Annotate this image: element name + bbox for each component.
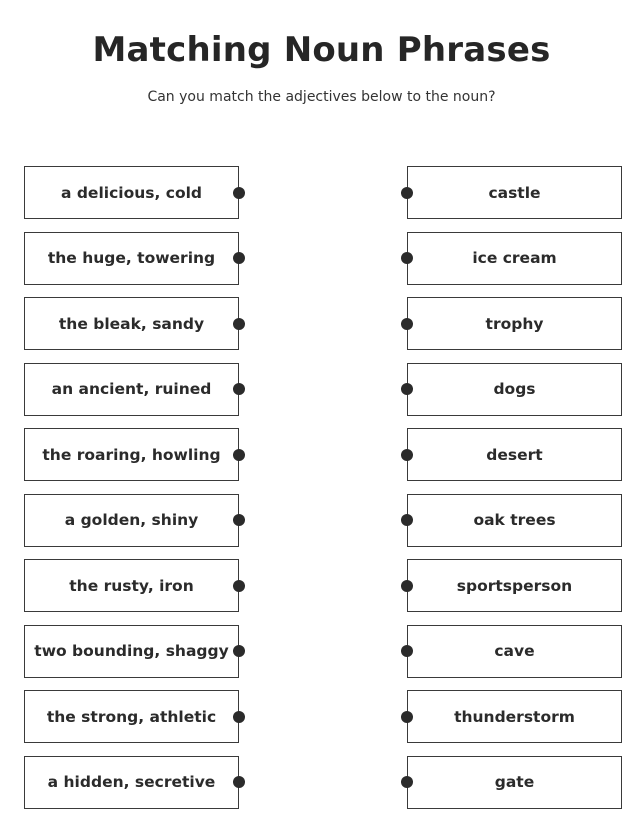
adjective-card: [24, 625, 239, 678]
noun-card: [407, 428, 622, 481]
noun-label: gate: [494, 773, 535, 791]
noun-card: [407, 232, 622, 285]
noun-label: oak trees: [473, 511, 556, 529]
noun-card: [407, 559, 622, 612]
adjective-label: the rusty, iron: [69, 576, 194, 595]
adjective-card: [24, 166, 239, 219]
page-title: Matching Noun Phrases: [92, 30, 551, 70]
noun-card: [407, 166, 622, 219]
adjective-card: [24, 559, 239, 612]
adjective-label: a hidden, secretive: [47, 773, 216, 791]
noun-label: thunderstorm: [454, 707, 575, 726]
adjective-label: a delicious, cold: [60, 183, 203, 202]
adjective-column: [24, 166, 239, 821]
adjective-card: [24, 428, 239, 481]
noun-label: castle: [488, 183, 541, 202]
connector-dot-icon[interactable]: [233, 580, 245, 592]
connector-dot-icon[interactable]: [233, 187, 245, 199]
noun-card: [407, 363, 622, 416]
adjective-label: two bounding, shaggy: [34, 642, 229, 660]
noun-column: [407, 166, 622, 821]
connector-dot-icon[interactable]: [401, 383, 413, 395]
adjective-card: [24, 756, 239, 809]
adjective-card: [24, 494, 239, 547]
adjective-card: [24, 297, 239, 350]
connector-dot-icon[interactable]: [233, 318, 245, 330]
adjective-label: an ancient, ruined: [51, 380, 212, 398]
adjective-label: the huge, towering: [47, 249, 216, 267]
adjective-label: a golden, shiny: [64, 511, 199, 529]
noun-card: [407, 494, 622, 547]
connector-dot-icon[interactable]: [401, 449, 413, 461]
connector-dot-icon[interactable]: [233, 383, 245, 395]
connector-dot-icon[interactable]: [233, 252, 245, 264]
noun-card: [407, 625, 622, 678]
noun-label: sportsperson: [456, 576, 573, 595]
adjective-label: the roaring, howling: [42, 445, 221, 464]
noun-label: ice cream: [472, 249, 557, 267]
connector-dot-icon[interactable]: [233, 645, 245, 657]
connector-dot-icon[interactable]: [401, 514, 413, 526]
connector-dot-icon[interactable]: [401, 318, 413, 330]
connector-dot-icon[interactable]: [233, 711, 245, 723]
noun-card: [407, 297, 622, 350]
noun-label: dogs: [493, 380, 536, 398]
connector-dot-icon[interactable]: [233, 776, 245, 788]
connector-dot-icon[interactable]: [401, 776, 413, 788]
connector-dot-icon[interactable]: [401, 252, 413, 264]
noun-label: desert: [486, 445, 543, 464]
connector-dot-icon[interactable]: [401, 645, 413, 657]
connector-dot-icon[interactable]: [401, 711, 413, 723]
adjective-card: [24, 690, 239, 743]
noun-card: [407, 690, 622, 743]
adjective-label: the bleak, sandy: [58, 314, 205, 333]
adjective-card: [24, 363, 239, 416]
instructions: Can you match the adjectives below to the noun?: [147, 89, 496, 105]
connector-dot-icon[interactable]: [401, 580, 413, 592]
noun-label: cave: [494, 642, 535, 660]
adjective-card: [24, 232, 239, 285]
adjective-label: the strong, athletic: [46, 707, 217, 726]
connector-dot-icon[interactable]: [233, 449, 245, 461]
noun-card: [407, 756, 622, 809]
connector-dot-icon[interactable]: [401, 187, 413, 199]
noun-label: trophy: [485, 314, 544, 333]
connector-dot-icon[interactable]: [233, 514, 245, 526]
